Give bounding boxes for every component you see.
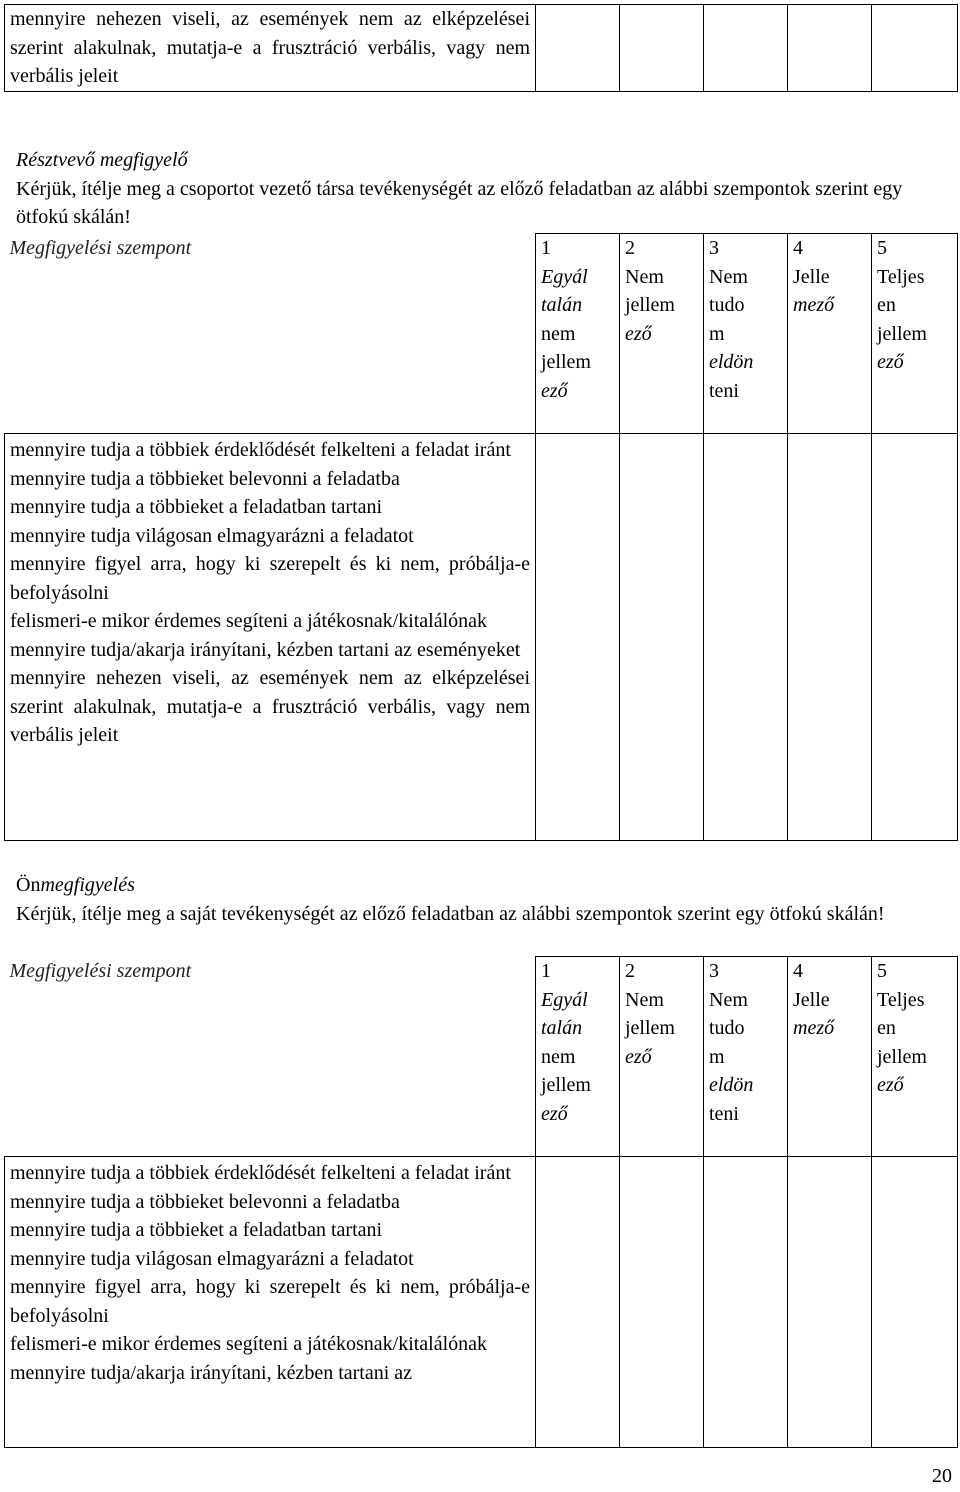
section2-rating-table <box>4 956 958 1448</box>
section1-intro <box>16 146 956 232</box>
criterion-item: mennyire tudja/akarja irányítani, kézben tartani az eseményeket <box>10 638 521 661</box>
top-rating-table <box>4 4 958 92</box>
criteria-list <box>5 434 536 841</box>
criterion-item: mennyire tudja a többieket a feladatban tartani <box>10 1219 383 1241</box>
criterion-item: mennyire tudja a többieket a feladatban tartani <box>10 496 383 518</box>
criterion-item: mennyire tudja világosan elmagyarázni a feladatot <box>10 524 414 547</box>
rating-cell-3[interactable] <box>704 1157 788 1448</box>
rating-cell-5[interactable] <box>872 5 958 92</box>
table-row <box>5 1157 958 1448</box>
criterion-item: mennyire tudja világosan elmagyarázni a feladatot <box>10 1247 414 1270</box>
section2-instruction: Kérjük, ítélje meg a saját tevékenységét az előző feladatban az alábbi szempontok szerint egy ötfokú skálán! <box>16 902 885 925</box>
scale-header-2: 2 Nem jellem ező <box>620 234 704 434</box>
table-row <box>5 5 958 92</box>
scale-header-3: 3 Nem tudo m eldön teni <box>704 957 788 1157</box>
section1-rating-table <box>4 233 958 841</box>
section2-title: Önmegfigyelés <box>16 874 135 896</box>
criterion-item: mennyire tudja a többieket belevonni a feladatba <box>10 467 400 490</box>
criterion-item: mennyire tudja a többiek érdeklődését felkelteni a feladat iránt <box>10 1162 511 1184</box>
rating-cell-2[interactable] <box>620 5 704 92</box>
criterion-item: felismeri-e mikor érdemes segíteni a játékosnak/kitalálónak <box>10 610 488 632</box>
rating-cell-2[interactable] <box>620 434 704 841</box>
criteria-list <box>5 1157 536 1448</box>
scale-header-5: 5 Teljes en jellem ező <box>872 234 958 434</box>
scale-header-2: 2 Nem jellem ező <box>620 957 704 1157</box>
rating-cell-4[interactable] <box>788 1157 872 1448</box>
rating-cell-5[interactable] <box>872 434 958 841</box>
page-number: 20 <box>932 1465 952 1487</box>
section2-intro <box>16 871 956 928</box>
table-row <box>5 434 958 841</box>
criterion-item: mennyire tudja/akarja irányítani, kézben tartani az <box>10 1361 413 1384</box>
criterion-item: mennyire figyel arra, hogy ki szerepelt és ki nem, próbálja-e befolyásolni <box>10 1276 530 1327</box>
criterion-cell: mennyire nehezen viseli, az események nem az elképzelései szerint alakulnak, mutatja-e a frusztráció verbális, vagy nem verbális jeleit <box>5 5 536 92</box>
criterion-header: Megfigyelési szempont <box>5 957 536 1157</box>
section1-title: Résztvevő megfigyelő <box>16 149 188 171</box>
criterion-item: mennyire nehezen viseli, az események nem az elképzelései szerint alakulnak, mutatja-e a frusztráció verbális, vagy nem verbális jeleit <box>10 667 530 746</box>
section1-instruction: Kérjük, ítélje meg a csoportot vezető társa tevékenységét az előző feladatban az alábbi szempontok szerint egy ötfokú skálán! <box>16 177 903 228</box>
header-row <box>5 957 958 1157</box>
rating-cell-4[interactable] <box>788 5 872 92</box>
rating-cell-3[interactable] <box>704 434 788 841</box>
criterion-item: mennyire tudja a többiek érdeklődését felkelteni a feladat iránt <box>10 439 511 461</box>
scale-header-1: 1 Egyál talán nem jellem ező <box>536 957 620 1157</box>
criterion-header: Megfigyelési szempont <box>5 234 536 434</box>
rating-cell-1[interactable] <box>536 1157 620 1448</box>
criterion-item: mennyire figyel arra, hogy ki szerepelt és ki nem, próbálja-e befolyásolni <box>10 553 530 604</box>
criterion-item: mennyire tudja a többieket belevonni a feladatba <box>10 1190 400 1213</box>
header-row <box>5 234 958 434</box>
rating-cell-1[interactable] <box>536 5 620 92</box>
scale-header-3: 3 Nem tudo m eldön teni <box>704 234 788 434</box>
rating-cell-5[interactable] <box>872 1157 958 1448</box>
scale-header-1: 1 Egyál talán nem jellem ező <box>536 234 620 434</box>
rating-cell-1[interactable] <box>536 434 620 841</box>
criterion-item: felismeri-e mikor érdemes segíteni a játékosnak/kitalálónak <box>10 1333 488 1355</box>
scale-header-4: 4 Jelle mező <box>788 234 872 434</box>
scale-header-4: 4 Jelle mező <box>788 957 872 1157</box>
rating-cell-2[interactable] <box>620 1157 704 1448</box>
rating-cell-3[interactable] <box>704 5 788 92</box>
scale-header-5: 5 Teljes en jellem ező <box>872 957 958 1157</box>
rating-cell-4[interactable] <box>788 434 872 841</box>
